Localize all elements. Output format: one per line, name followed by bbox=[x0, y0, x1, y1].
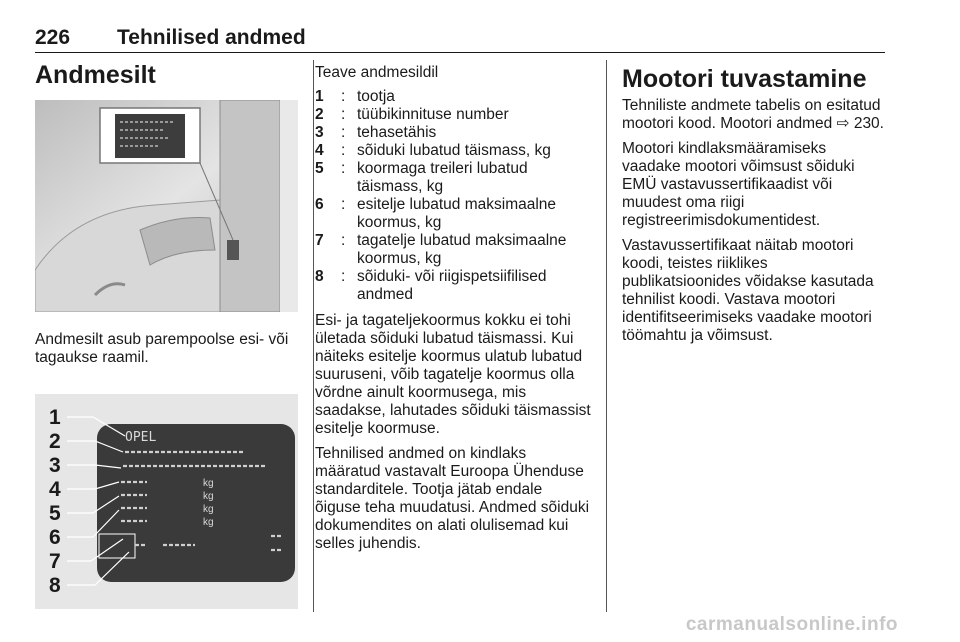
item-colon: : bbox=[341, 268, 346, 285]
item-text: sõiduki lubatud täismass, kg bbox=[357, 142, 551, 159]
column-plate-info bbox=[315, 64, 591, 560]
data-plate-diagram bbox=[35, 394, 298, 609]
list-item bbox=[315, 268, 591, 304]
item-colon: : bbox=[341, 142, 346, 159]
section-title-andmesilt: Andmesilt bbox=[35, 61, 156, 89]
item-colon: : bbox=[341, 196, 346, 213]
callout-8: 8 bbox=[49, 574, 61, 597]
item-number: 4 bbox=[315, 142, 324, 159]
list-item bbox=[315, 106, 591, 124]
item-text: koormaga treileri lubatud täismass, kg bbox=[357, 160, 528, 195]
item-number: 8 bbox=[315, 268, 324, 285]
callout-2: 2 bbox=[49, 430, 61, 453]
item-colon: : bbox=[341, 106, 346, 123]
column-data-plate bbox=[35, 60, 300, 614]
callout-5: 5 bbox=[49, 502, 61, 525]
item-text: tehasetähis bbox=[357, 124, 437, 141]
item-number: 3 bbox=[315, 124, 324, 141]
list-item bbox=[315, 196, 591, 232]
engine-code-paragraph: Tehniliste andmete tabelis on esitatud mootori kood. Mootori andmed ⇨ 230. bbox=[622, 97, 884, 132]
item-number: 6 bbox=[315, 196, 324, 213]
item-number: 1 bbox=[315, 88, 324, 105]
list-item bbox=[315, 232, 591, 268]
callout-7: 7 bbox=[49, 550, 61, 573]
callout-1: 1 bbox=[49, 406, 61, 429]
item-colon: : bbox=[341, 232, 346, 249]
item-colon: : bbox=[341, 88, 346, 105]
plate-unit-kg: kg bbox=[203, 504, 214, 515]
list-item bbox=[315, 88, 591, 106]
plate-unit-kg: kg bbox=[203, 478, 214, 489]
section-title-mootori-tuvastamine: Mootori tuvastamine bbox=[622, 65, 867, 93]
column-engine-id bbox=[622, 64, 887, 352]
item-colon: : bbox=[341, 124, 346, 141]
list-item bbox=[315, 142, 591, 160]
column-divider bbox=[313, 60, 314, 612]
callout-6: 6 bbox=[49, 526, 61, 549]
watermark: carmanualsonline.info bbox=[685, 614, 898, 635]
plate-brand: OPEL bbox=[125, 430, 157, 445]
list-item bbox=[315, 160, 591, 196]
page-header bbox=[35, 26, 885, 52]
column-divider bbox=[606, 60, 607, 612]
engine-power-paragraph: Mootori kindlaksmääramiseks vaadake mootori võimsust sõiduki EMÜ vastavussertifikaadist või muudest oma riigi registreerimisdokumentidest. bbox=[622, 140, 855, 229]
chapter-title: Tehnilised andmed bbox=[117, 26, 306, 49]
photo-caption: Andmesilt asub parempoolse esi- või tagaukse raamil. bbox=[35, 331, 289, 366]
item-number: 5 bbox=[315, 160, 324, 177]
plate-unit-kg: kg bbox=[203, 517, 214, 528]
item-colon: : bbox=[341, 160, 346, 177]
legend-title: Teave andmesildil bbox=[315, 64, 439, 81]
item-number: 7 bbox=[315, 232, 324, 249]
standards-paragraph: Tehnilised andmed on kindlaks määratud vastavalt Euroopa Ühenduse standarditele. Tootja jätab endale õiguse teha muudatusi. Andmed sõiduki dokumendites on alati olulisemad kui selles juhendis. bbox=[315, 445, 590, 552]
item-text: tagatelje lubatud maksimaalne koormus, kg bbox=[357, 232, 567, 267]
item-text: sõiduki- või riigispetsiifilised andmed bbox=[357, 268, 547, 303]
item-text: tüübikinnituse number bbox=[357, 106, 509, 123]
list-item bbox=[315, 124, 591, 142]
axle-load-paragraph: Esi- ja tagateljekoormus kokku ei tohi ületada sõiduki lubatud täismassi. Kui näiteks esitelje koormus ulatub lubatud suuruseni, võib tagatelje koormus olla võrdne ainult koormusega, mis saadakse, lahutades sõiduki täismassist esitelje koormuse. bbox=[315, 312, 591, 437]
page-number: 226 bbox=[35, 26, 71, 49]
header-rule bbox=[35, 52, 885, 53]
legend-list bbox=[315, 88, 591, 304]
door-frame-photo bbox=[35, 100, 298, 312]
callout-4: 4 bbox=[49, 478, 61, 501]
item-number: 2 bbox=[315, 106, 324, 123]
callout-3: 3 bbox=[49, 454, 61, 477]
item-text: esitelje lubatud maksimaalne koormus, kg bbox=[357, 196, 557, 231]
plate-unit-kg: kg bbox=[203, 491, 214, 502]
certificate-paragraph: Vastavussertifikaat näitab mootori koodi, teistes riiklikes publikatsioonides võidakse kasutada tehnilist koodi. Vastava mootori identifitseerimiseks vaadake mootori töömahtu ja võimsust. bbox=[622, 237, 874, 344]
item-text: tootja bbox=[357, 88, 395, 105]
